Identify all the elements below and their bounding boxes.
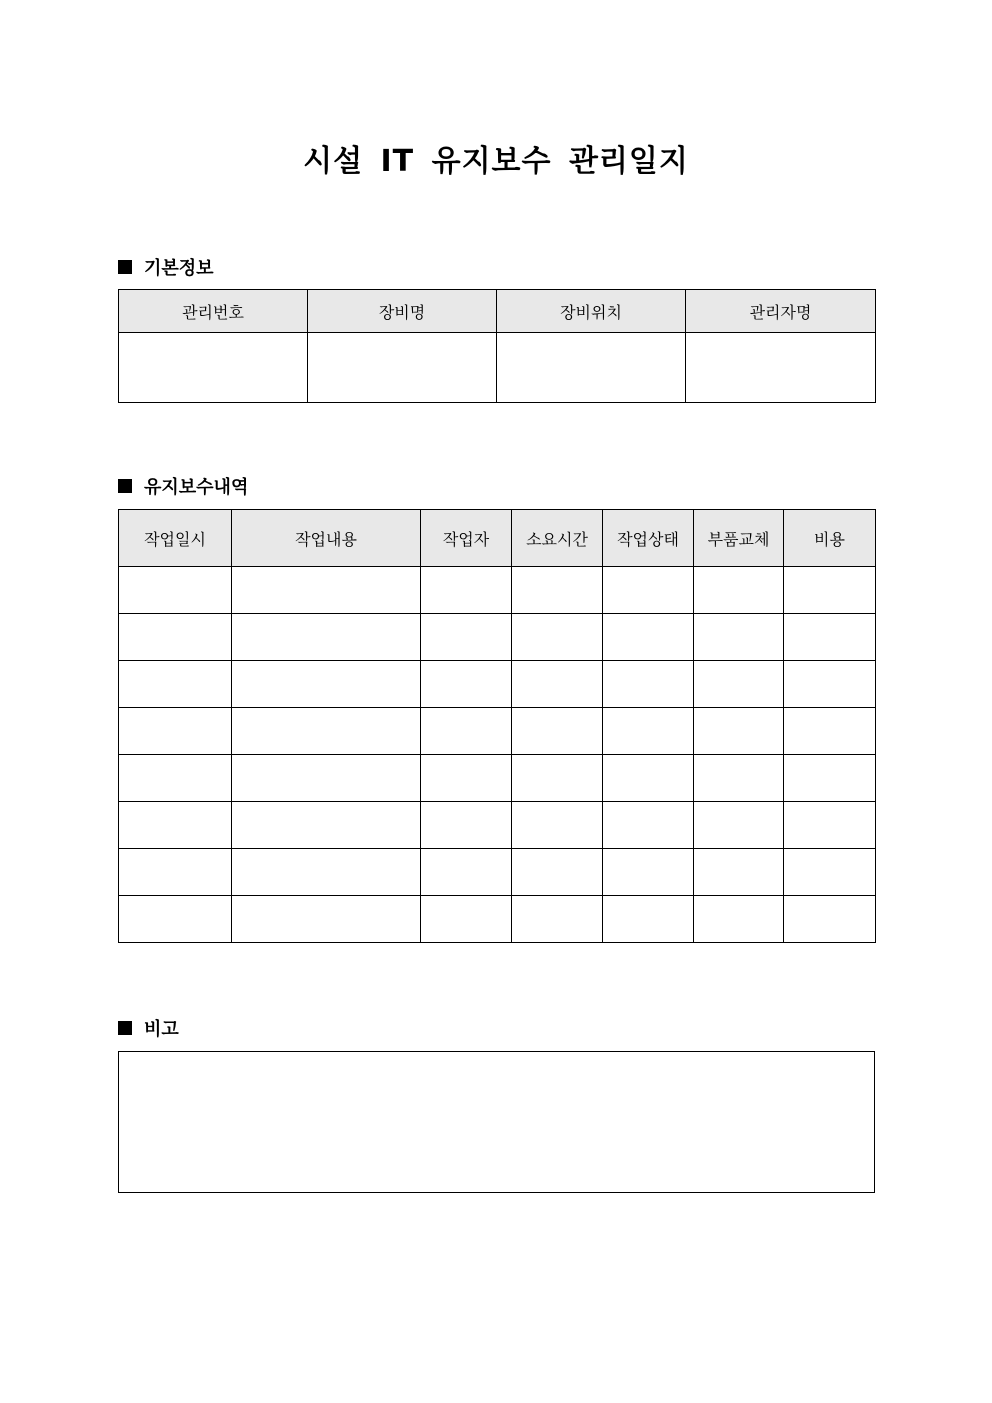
document-title: 시설 IT 유지보수 관리일지: [303, 144, 689, 179]
table-cell[interactable]: [784, 567, 876, 614]
column-header: 작업내용: [232, 510, 421, 567]
table-cell[interactable]: [784, 896, 876, 943]
table-cell[interactable]: [512, 614, 603, 661]
table-cell[interactable]: [603, 849, 694, 896]
table-cell[interactable]: [232, 802, 421, 849]
table-cell[interactable]: [512, 708, 603, 755]
table-cell[interactable]: [603, 708, 694, 755]
table-cell[interactable]: [603, 755, 694, 802]
table-cell[interactable]: [119, 896, 232, 943]
table-cell[interactable]: [784, 849, 876, 896]
table-cell[interactable]: [694, 755, 784, 802]
section-label: 비고: [144, 1019, 179, 1040]
table-cell[interactable]: [119, 661, 232, 708]
table-cell[interactable]: [512, 567, 603, 614]
table-row: [119, 333, 876, 403]
table-row: [119, 614, 876, 661]
column-header: 관리자명: [686, 290, 876, 333]
table-cell[interactable]: [421, 661, 512, 708]
column-header: 장비명: [308, 290, 497, 333]
equipment-name-cell[interactable]: [308, 333, 497, 403]
table-cell[interactable]: [232, 755, 421, 802]
table-cell[interactable]: [603, 896, 694, 943]
table-cell[interactable]: [421, 614, 512, 661]
manager-name-cell[interactable]: [686, 333, 876, 403]
table-cell[interactable]: [232, 614, 421, 661]
table-cell[interactable]: [232, 896, 421, 943]
table-cell[interactable]: [694, 802, 784, 849]
column-header: 비용: [784, 510, 876, 567]
table-cell[interactable]: [603, 661, 694, 708]
section-maintenance-heading: [118, 473, 248, 499]
square-bullet-icon: [118, 1021, 132, 1035]
table-row: [119, 567, 876, 614]
table-cell[interactable]: [603, 802, 694, 849]
column-header: 소요시간: [512, 510, 603, 567]
table-cell[interactable]: [784, 661, 876, 708]
maintenance-table: [118, 509, 876, 943]
table-cell[interactable]: [232, 708, 421, 755]
table-cell[interactable]: [694, 567, 784, 614]
table-cell[interactable]: [512, 661, 603, 708]
table-cell[interactable]: [421, 896, 512, 943]
column-header: 부품교체: [694, 510, 784, 567]
table-cell[interactable]: [694, 708, 784, 755]
table-row: [119, 708, 876, 755]
section-basic-info-heading: [118, 254, 214, 280]
table-row: [119, 802, 876, 849]
table-row: [119, 896, 876, 943]
section-label: 기본정보: [144, 258, 214, 279]
square-bullet-icon: [118, 479, 132, 493]
table-cell[interactable]: [119, 567, 232, 614]
table-cell[interactable]: [694, 661, 784, 708]
table-row: [119, 661, 876, 708]
table-cell[interactable]: [421, 849, 512, 896]
table-row: [119, 755, 876, 802]
table-cell[interactable]: [119, 755, 232, 802]
section-notes-heading: [118, 1015, 179, 1041]
table-cell[interactable]: [421, 755, 512, 802]
table-cell[interactable]: [119, 708, 232, 755]
table-cell[interactable]: [232, 567, 421, 614]
table-cell[interactable]: [784, 755, 876, 802]
basic-info-table: [118, 289, 876, 403]
table-cell[interactable]: [232, 849, 421, 896]
section-label: 유지보수내역: [144, 477, 249, 498]
table-cell[interactable]: [603, 614, 694, 661]
management-number-cell[interactable]: [119, 333, 308, 403]
table-row: [119, 849, 876, 896]
table-cell[interactable]: [694, 849, 784, 896]
table-cell[interactable]: [119, 849, 232, 896]
table-cell[interactable]: [421, 802, 512, 849]
equipment-location-cell[interactable]: [497, 333, 686, 403]
column-header: 작업자: [421, 510, 512, 567]
square-bullet-icon: [118, 260, 132, 274]
column-header: 장비위치: [497, 290, 686, 333]
table-cell[interactable]: [421, 708, 512, 755]
table-cell[interactable]: [512, 849, 603, 896]
column-header: 작업상태: [603, 510, 694, 567]
table-header-row: [119, 290, 876, 333]
table-cell[interactable]: [784, 802, 876, 849]
table-cell[interactable]: [603, 567, 694, 614]
table-cell[interactable]: [694, 614, 784, 661]
table-cell[interactable]: [694, 896, 784, 943]
table-cell[interactable]: [119, 614, 232, 661]
table-cell[interactable]: [421, 567, 512, 614]
notes-box[interactable]: [118, 1051, 875, 1193]
table-cell[interactable]: [512, 755, 603, 802]
table-cell[interactable]: [784, 614, 876, 661]
table-cell[interactable]: [119, 802, 232, 849]
table-cell[interactable]: [784, 708, 876, 755]
column-header: 관리번호: [119, 290, 308, 333]
table-cell[interactable]: [512, 802, 603, 849]
table-cell[interactable]: [512, 896, 603, 943]
table-cell[interactable]: [232, 661, 421, 708]
table-header-row: [119, 510, 876, 567]
column-header: 작업일시: [119, 510, 232, 567]
